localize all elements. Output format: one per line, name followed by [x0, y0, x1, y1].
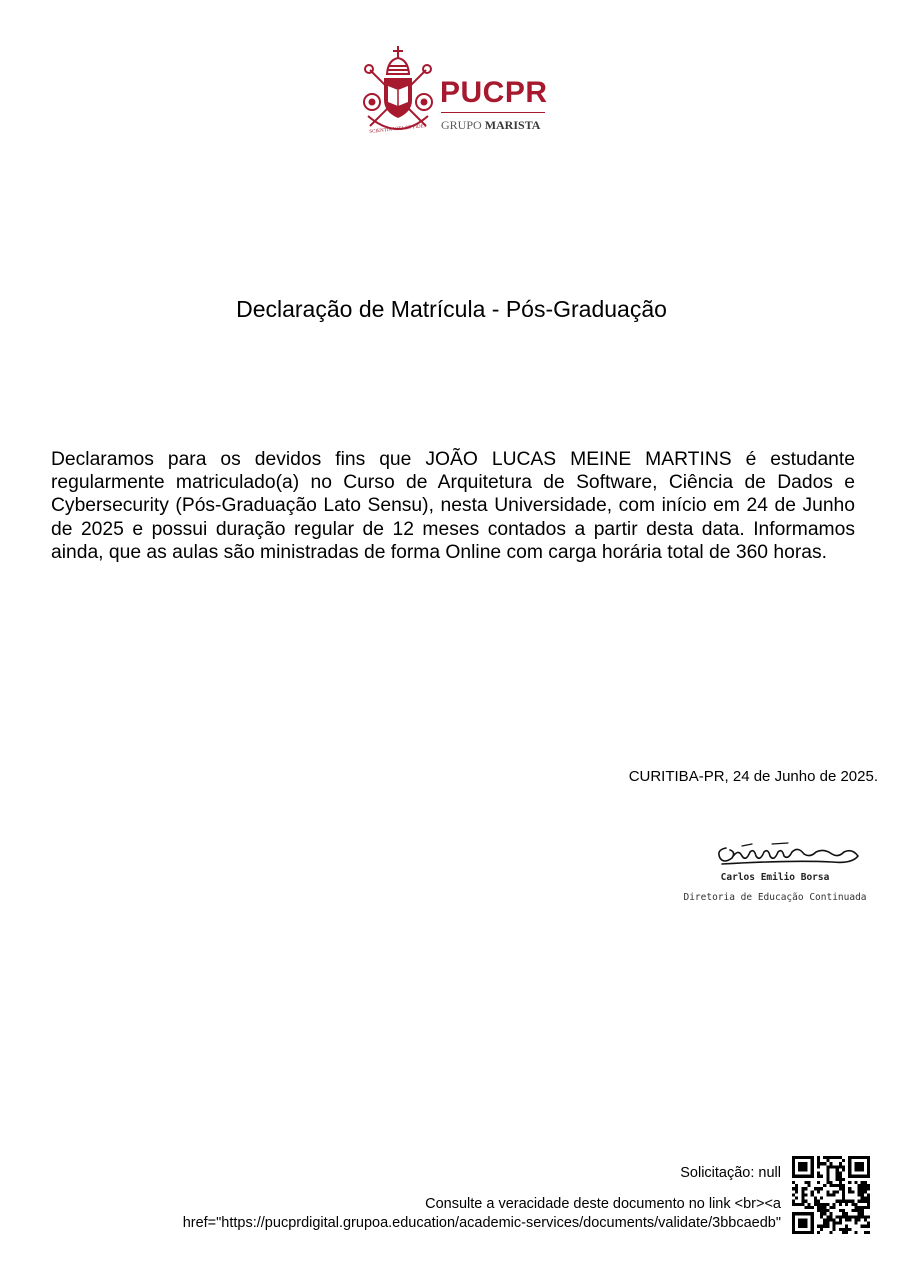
declaration-body: Declaramos para os devidos fins que JOÃO LUCAS MEINE MARTINS é estudante regularmente matriculado(a) no Curso de Arquitetura de Software, Ciência de Dados e Cybersecurity (Pós-Graduação Lato Sensu), nesta Universidade, com início em 24 de Junho de 2025 e possui duração regular de 12 meses contados a partir desta data. Informamos ainda, que as aulas são ministradas de forma Online com carga horária total de 360 horas.: [51, 449, 855, 563]
brand-group: [441, 119, 540, 131]
handwritten-signature: [712, 838, 862, 872]
signatory-name: Carlos Emilio Borsa: [720, 872, 830, 883]
qr-code-icon[interactable]: [792, 1156, 870, 1234]
brand-name: PUCPR: [440, 76, 548, 109]
document-footer: [81, 1164, 781, 1233]
university-seal-icon: [360, 44, 436, 136]
pucpr-logo: [360, 44, 550, 136]
verification-line-1: Consulte a veracidade deste documento no link <br><a: [425, 1196, 781, 1212]
document-title: Declaração de Matrícula - Pós-Graduação: [236, 296, 667, 322]
logo-divider: [441, 112, 545, 113]
group-prefix: GRUPO: [441, 118, 482, 132]
svg-text:SCIENTIA VITA ET FIDES: SCIENTIA VITA ET FIDES: [369, 124, 427, 135]
signatory-role: Diretoria de Educação Continuada: [683, 892, 867, 903]
place-date: CURITIBA-PR, 24 de Junho de 2025.: [628, 768, 878, 785]
group-name: MARISTA: [484, 118, 541, 132]
verification-line-2: href="https://pucprdigital.grupoa.education/academic-services/documents/validate/3bbcaedb": [182, 1215, 781, 1231]
request-number: Solicitação: null: [680, 1165, 781, 1181]
